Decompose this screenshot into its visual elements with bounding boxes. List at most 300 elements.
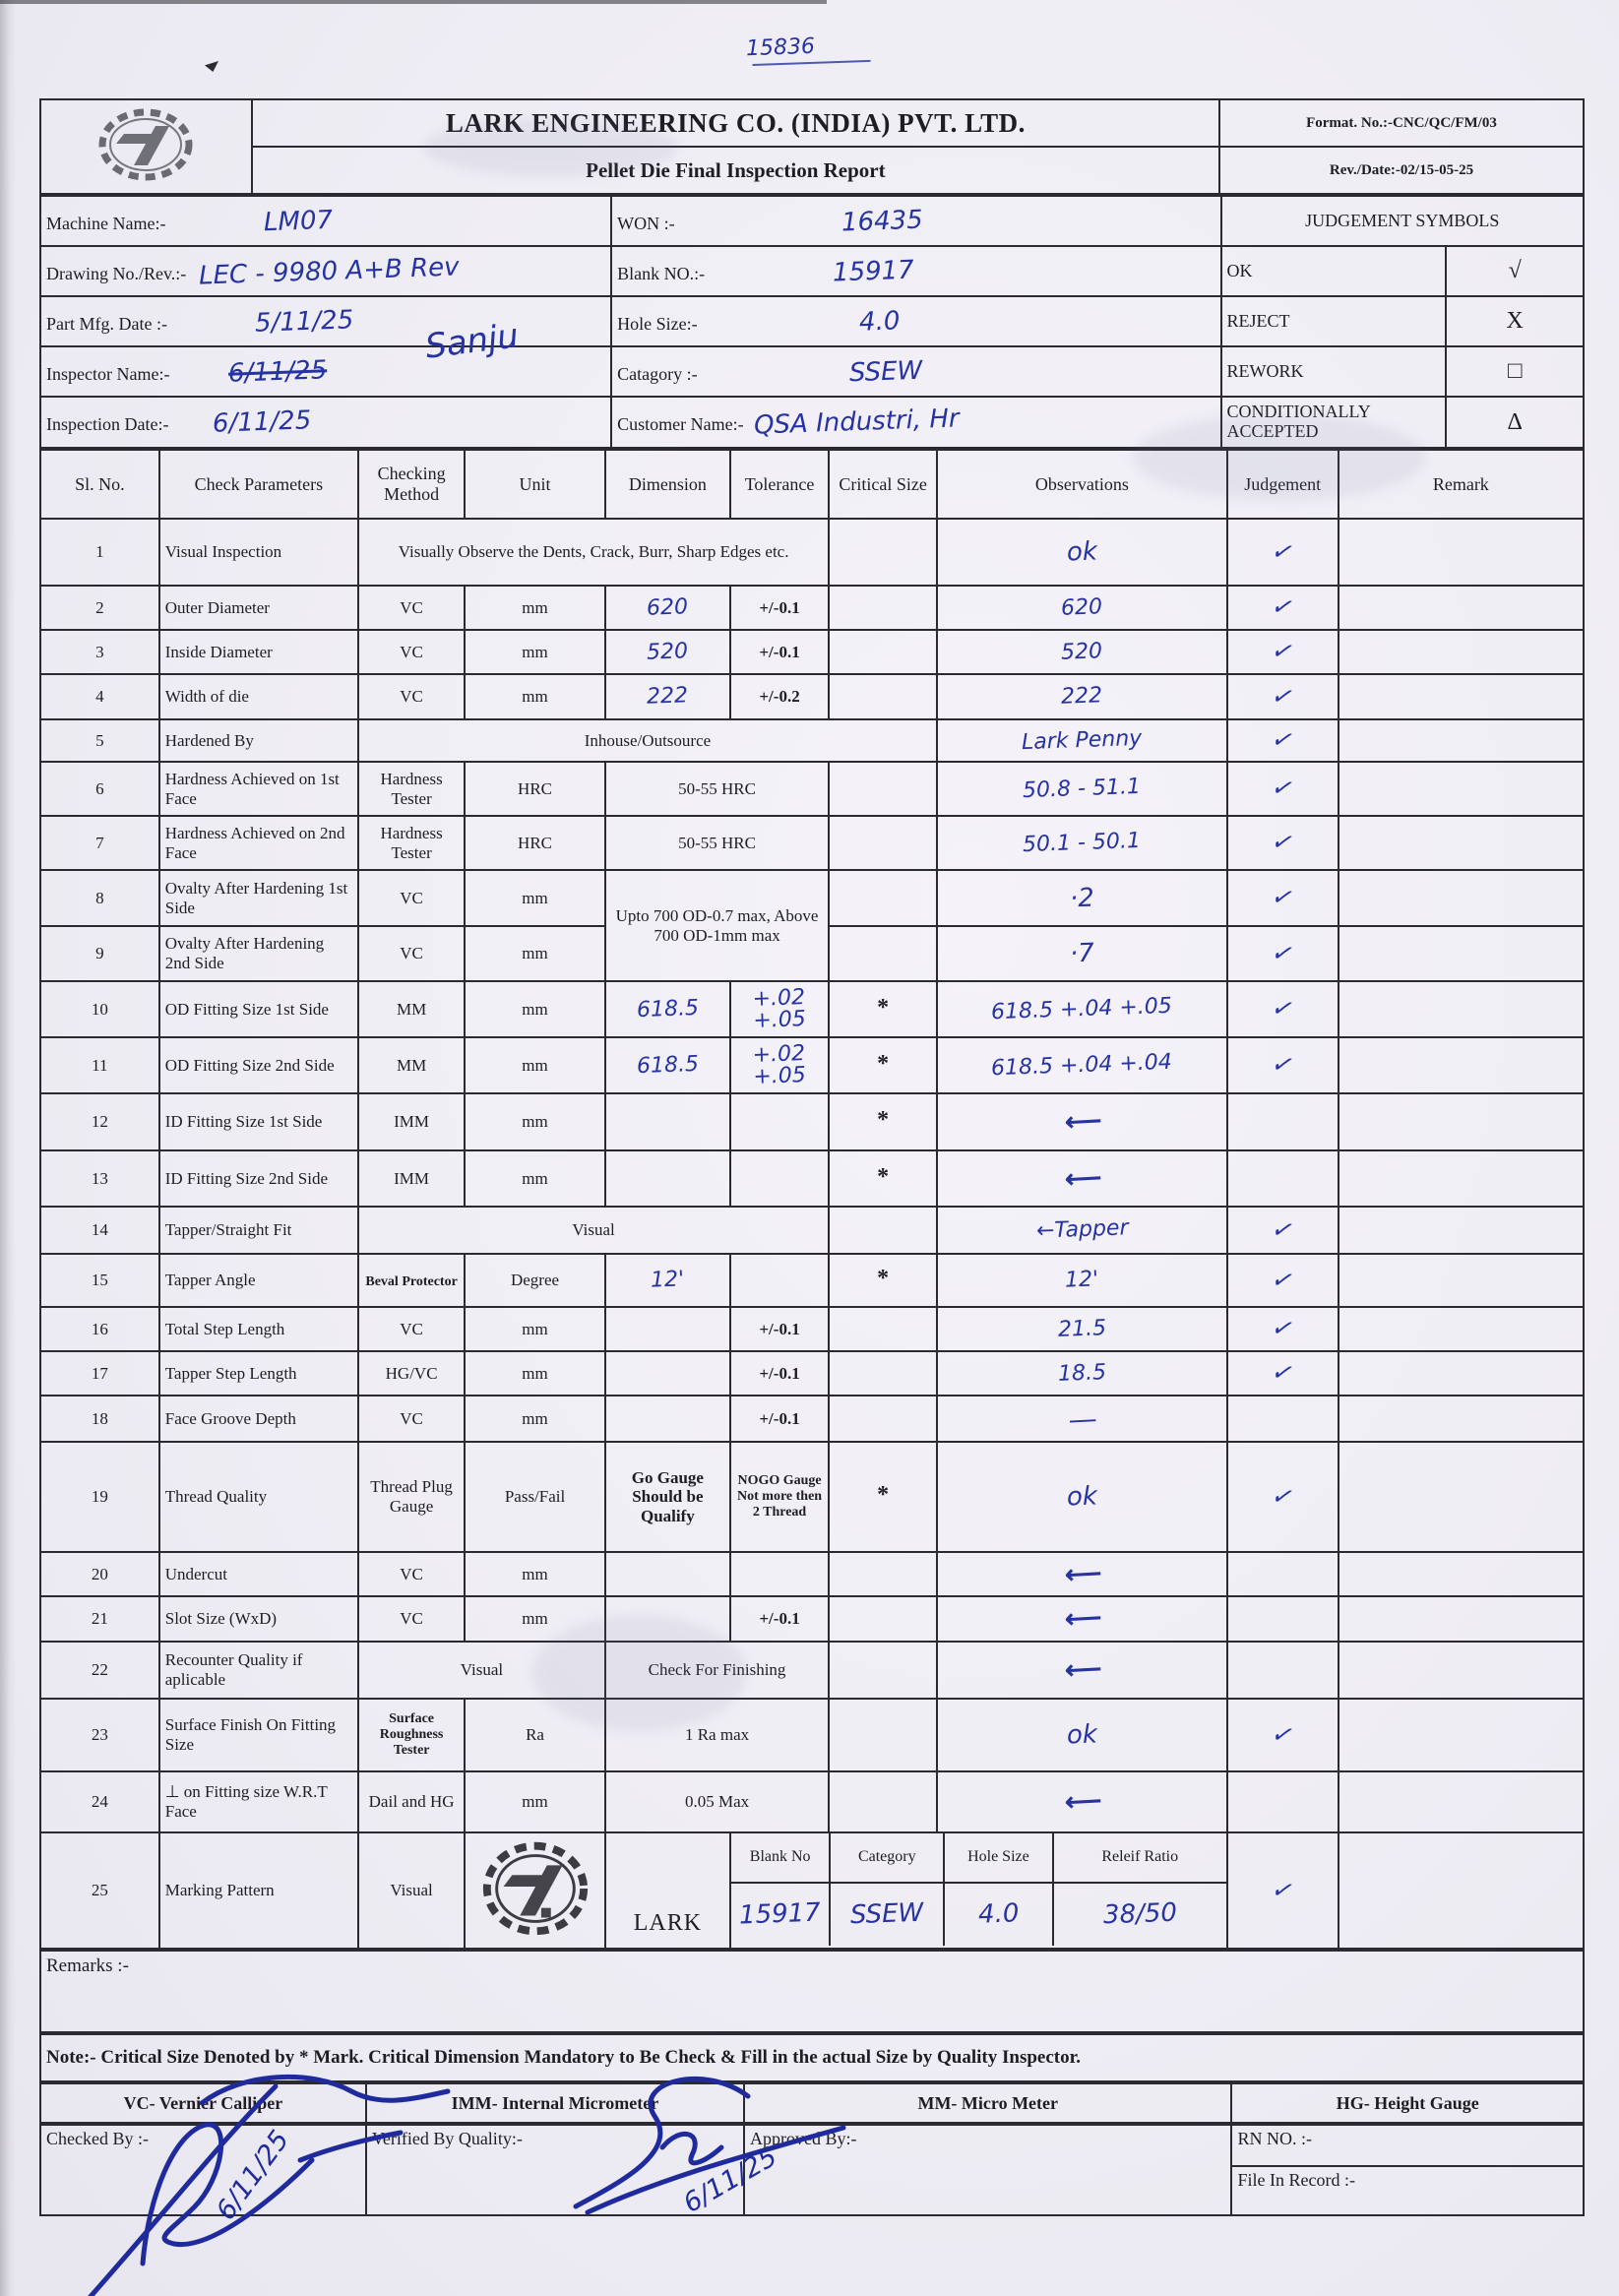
check-mark-cell: [1227, 870, 1339, 926]
table-cell: [829, 1771, 937, 1832]
table-cell: [358, 762, 465, 816]
cell-text: Beval Protector: [365, 1273, 458, 1289]
table-cell: [465, 1037, 605, 1093]
table-cell: [40, 1642, 159, 1699]
handwritten-value: 4.0: [977, 1898, 1020, 1931]
check-mark-cell: [1227, 1207, 1339, 1254]
cell-text: VC: [400, 642, 423, 661]
sub-value-blank-no: [731, 1883, 831, 1946]
cell-text: ID Fitting Size 2nd Side: [164, 1168, 329, 1188]
mfg-date-field: [40, 296, 611, 346]
handwritten-value: ok: [1066, 1481, 1098, 1513]
table-cell: [465, 630, 605, 674]
handwritten-value: 520: [1060, 638, 1103, 665]
table-cell: [40, 630, 159, 674]
table-row: [731, 1833, 1226, 1883]
table-cell: [358, 719, 937, 762]
verified-by-date: 6/11/25: [678, 2141, 782, 2219]
handwritten-value: ok: [1066, 1719, 1098, 1751]
arrow-mark-cell: [937, 1552, 1227, 1596]
cell-text: Thread Quality: [164, 1487, 268, 1507]
check-mark-cell: [1227, 1307, 1339, 1351]
table-cell: [40, 1037, 159, 1093]
handwritten-value: 222: [1060, 683, 1103, 710]
table-cell: [40, 1396, 159, 1442]
table-cell: [40, 674, 159, 719]
table-cell: [937, 674, 1227, 719]
table-cell: [1339, 870, 1584, 926]
verified-by-field: Verified By Quality:-: [366, 2125, 744, 2215]
cell-text: Hardness Tester: [380, 769, 443, 808]
table-cell: [159, 1442, 358, 1552]
table-cell: [730, 1093, 829, 1150]
table-row: [40, 2083, 1584, 2123]
handwritten-value: +.02 +.05: [752, 984, 807, 1033]
handwritten-value: ·7: [1069, 938, 1095, 969]
arrow-mark-cell: [937, 1771, 1227, 1832]
table-cell: [358, 1254, 465, 1307]
table-cell: [159, 674, 358, 719]
table-cell: [358, 816, 465, 870]
table-cell: [605, 586, 730, 630]
ok-symbol: √: [1446, 246, 1584, 296]
table-cell: [1339, 1037, 1584, 1093]
cell-text: +/-0.1: [759, 1609, 800, 1629]
table-cell: [358, 1396, 465, 1442]
check-mark: ✓: [1267, 1718, 1299, 1750]
remarks-field: Remarks :-: [40, 1951, 1584, 2032]
table-row: [40, 1951, 1584, 2032]
table-cell: [829, 1254, 937, 1307]
table-cell: [1339, 816, 1584, 870]
cell-text: mm: [522, 642, 548, 661]
check-mark: ✓: [1267, 827, 1299, 858]
table-cell: [159, 719, 358, 762]
won-field: [611, 196, 1220, 246]
table-cell: [40, 1093, 159, 1150]
table-cell: [358, 1150, 465, 1207]
cell-text: Degree: [510, 1271, 560, 1290]
table-cell: [605, 1351, 730, 1396]
cell-text: mm: [522, 1408, 548, 1428]
cell-text: IMM: [394, 1168, 430, 1188]
table-cell: [829, 674, 937, 719]
sub-value-releif-ratio: [1053, 1883, 1226, 1946]
cell-text: Visual: [572, 1220, 615, 1240]
table-cell: [1339, 926, 1584, 981]
table-cell: [465, 1442, 605, 1552]
note-block: [39, 2033, 1585, 2082]
table-cell: [829, 1442, 937, 1552]
cell-text: mm: [522, 999, 548, 1019]
table-cell: [829, 926, 937, 981]
col-header-critical-size: Critical Size: [829, 450, 937, 519]
abbr-internal-micrometer: IMM- Internal Micrometer: [366, 2083, 744, 2123]
cell-text: mm: [522, 597, 548, 617]
check-mark-cell: [1227, 630, 1339, 674]
cell-text: Surface Finish On Fitting Size: [164, 1715, 337, 1754]
cell-text: 23: [91, 1725, 108, 1745]
table-cell: [1339, 586, 1584, 630]
cell-text: +/-0.1: [759, 1363, 800, 1383]
table-cell: [1339, 1699, 1584, 1771]
table-cell: [1227, 1596, 1339, 1642]
cell-text: 17: [91, 1363, 108, 1383]
table-cell: [1339, 719, 1584, 762]
table-row: [40, 1642, 1584, 1699]
cell-text: mm: [522, 888, 548, 907]
info-block: [39, 195, 1585, 449]
reject-symbol: X: [1446, 296, 1584, 346]
table-cell: [1227, 1150, 1339, 1207]
cell-text: Width of die: [164, 687, 249, 707]
critical-size-note: Note:- Critical Size Denoted by * Mark. Critical Dimension Mandatory to Be Check & Fill in the actual Size by Quality Inspector.: [40, 2034, 1584, 2081]
format-number: Format. No.:-CNC/QC/FM/03: [1219, 99, 1584, 147]
cell-text: Ovalty After Hardening 1st Side: [164, 878, 348, 917]
judgement-symbol-row: REJECT: [1221, 296, 1447, 346]
table-cell: [159, 1207, 358, 1254]
handwritten-value: 16435: [841, 205, 924, 237]
table-row: [40, 2034, 1584, 2081]
handwritten-value: 21.5: [1057, 1315, 1107, 1342]
check-mark: ✓: [1267, 1313, 1299, 1344]
table-cell: [937, 1254, 1227, 1307]
table-cell: [1227, 1771, 1339, 1832]
table-cell: [1227, 1396, 1339, 1442]
table-row: [40, 816, 1584, 870]
cell-text: *: [877, 1050, 890, 1077]
table-cell: [937, 719, 1227, 762]
handwritten-value: 4.0: [858, 305, 902, 338]
cell-text: HG/VC: [385, 1363, 438, 1383]
table-row: [40, 519, 1584, 586]
field-label: Catagory :-: [617, 363, 698, 384]
table-cell: [40, 870, 159, 926]
cell-text: Visually Observe the Dents, Crack, Burr, Sharp Edges etc.: [398, 542, 789, 562]
table-cell: [730, 586, 829, 630]
cell-text: Total Step Length: [164, 1319, 285, 1338]
table-cell: [605, 1307, 730, 1351]
cell-text: Inside Diameter: [164, 642, 273, 661]
table-cell: [1227, 1552, 1339, 1596]
ink-speck: [205, 61, 218, 72]
handwritten-value: 50.8 - 51.1: [1022, 774, 1142, 803]
table-row: [40, 1442, 1584, 1552]
cell-text: 16: [91, 1319, 108, 1338]
table-cell: [829, 630, 937, 674]
table-cell: [829, 1037, 937, 1093]
handwritten-value: ok: [1066, 536, 1098, 568]
cell-text: 14: [91, 1220, 108, 1240]
bleed-smudge: [423, 118, 679, 177]
table-cell: [465, 1771, 605, 1832]
check-mark-cell: [1227, 519, 1339, 586]
table-cell: [605, 1254, 730, 1307]
cell-text: mm: [522, 687, 548, 707]
cell-text: VC: [400, 597, 423, 617]
table-cell: [829, 1207, 937, 1254]
check-mark: ✓: [1267, 1264, 1299, 1295]
blank-no-field: [611, 246, 1220, 296]
table-cell: [159, 1552, 358, 1596]
table-cell: [358, 1037, 465, 1093]
cell-text: 15: [91, 1271, 108, 1290]
table-cell: [159, 1699, 358, 1771]
table-cell: [937, 1351, 1227, 1396]
abbreviations-block: [39, 2082, 1585, 2124]
cell-text: 1: [95, 542, 104, 562]
hole-size-field: [611, 296, 1220, 346]
table-cell: [937, 1037, 1227, 1093]
company-logo-cell: [40, 99, 252, 194]
cell-text: +/-0.1: [759, 1319, 800, 1338]
cell-text: 9: [95, 944, 104, 963]
cell-text: 22: [91, 1660, 108, 1680]
table-cell: [465, 1150, 605, 1207]
cell-text: 1 Ra max: [684, 1725, 750, 1745]
table-cell: [159, 1150, 358, 1207]
cell-text: 12: [91, 1112, 108, 1132]
table-row: [40, 196, 1584, 246]
table-row: [40, 1351, 1584, 1396]
machine-name-field: [40, 196, 611, 246]
cell-text: VC: [400, 687, 423, 707]
table-cell: [159, 1396, 358, 1442]
dash-mark-cell: [937, 1396, 1227, 1442]
cell-text: Tapper/Straight Fit: [164, 1220, 292, 1240]
handwritten-value: 38/50: [1102, 1897, 1178, 1931]
table-cell: [358, 630, 465, 674]
table-row: [40, 346, 1584, 397]
bleed-smudge: [1132, 413, 1427, 502]
table-row-marking-pattern: [40, 1832, 1584, 1949]
table-cell: [1339, 1832, 1584, 1949]
check-mark-cell: [1227, 719, 1339, 762]
category-field: [611, 346, 1220, 397]
lark-logo-icon: [87, 108, 205, 181]
table-cell: [40, 926, 159, 981]
table-cell: [40, 1207, 159, 1254]
table-row: [40, 1307, 1584, 1351]
cell-text: Recounter Quality if aplicable: [164, 1650, 303, 1689]
cell-text: MM: [396, 1055, 427, 1075]
table-cell: [1339, 1396, 1584, 1442]
abbr-micro-meter: MM- Micro Meter: [744, 2083, 1231, 2123]
sub-value-category: [830, 1883, 944, 1946]
table-cell: [730, 1552, 829, 1596]
cell-text: Check For Finishing: [648, 1660, 786, 1680]
table-cell: [465, 674, 605, 719]
cell-text: 0.05 Max: [684, 1792, 750, 1812]
table-cell: [358, 1699, 465, 1771]
table-cell: [829, 1699, 937, 1771]
table-cell: [1339, 674, 1584, 719]
table-cell: [1339, 1771, 1584, 1832]
table-cell: [40, 816, 159, 870]
table-cell: [829, 1552, 937, 1596]
judgement-symbol-row: REWORK: [1221, 346, 1447, 397]
arrow-mark: ⟵: [1063, 1106, 1100, 1137]
arrow-mark: ⟵: [1063, 1654, 1100, 1685]
table-row: [40, 719, 1584, 762]
table-cell: [159, 1307, 358, 1351]
cell-text: VC: [400, 944, 423, 963]
cell-text: *: [877, 1482, 890, 1509]
cell-text: Thread Plug Gauge: [370, 1477, 453, 1516]
table-cell: [1227, 1093, 1339, 1150]
table-cell: [605, 1093, 730, 1150]
handwritten-value: 12': [650, 1267, 685, 1293]
table-row: [40, 1699, 1584, 1771]
sub-header-releif-ratio: Releif Ratio: [1053, 1833, 1226, 1883]
cell-text: Hardened By: [164, 730, 254, 750]
table-cell: [937, 586, 1227, 630]
cell-text: *: [877, 1266, 890, 1292]
table-row: [40, 1093, 1584, 1150]
table-cell: [605, 1396, 730, 1442]
cell-text: mm: [522, 944, 548, 963]
table-cell: [1339, 1351, 1584, 1396]
handwritten-value: Lark Penny: [1021, 725, 1143, 755]
arrow-mark-cell: [937, 1642, 1227, 1699]
check-mark: ✓: [1267, 882, 1299, 913]
inspector-name-field: [40, 346, 611, 397]
table-cell: [937, 519, 1227, 586]
table-cell: [358, 1771, 465, 1832]
cell-text: 5: [95, 730, 104, 750]
col-header-tolerance: Tolerance: [730, 450, 829, 519]
check-mark-cell: [1227, 1832, 1339, 1949]
table-cell: [829, 586, 937, 630]
col-header-judgement: Judgement: [1227, 450, 1339, 519]
table-cell: [40, 519, 159, 586]
cell-text: 18: [91, 1408, 108, 1428]
cell-text: *: [877, 1107, 890, 1134]
check-mark: ✓: [1267, 724, 1299, 756]
cell-text: VC: [400, 1408, 423, 1428]
table-cell: [730, 1150, 829, 1207]
table-cell: [358, 1596, 465, 1642]
cell-text: VC: [400, 888, 423, 907]
table-cell: [159, 870, 358, 926]
handwritten-value: 12': [1064, 1267, 1099, 1293]
table-cell: [730, 1442, 829, 1552]
handwritten-value: 618.5 +.04 +.04: [991, 1049, 1173, 1081]
cell-text: Visual: [460, 1660, 504, 1680]
table-cell: [465, 1093, 605, 1150]
arrow-mark-cell: [937, 1150, 1227, 1207]
cell-text: Surface Roughness Tester: [379, 1710, 444, 1759]
cell-text: VC: [400, 1564, 423, 1583]
field-label: Inspector Name:-: [46, 363, 170, 384]
table-cell: [358, 1442, 465, 1552]
cell-text: Dail and HG: [368, 1792, 455, 1812]
field-label: Drawing No./Rev.:-: [46, 263, 187, 283]
table-row: [40, 1037, 1584, 1093]
table-cell: [937, 816, 1227, 870]
table-cell: [730, 1351, 829, 1396]
table-cell: [730, 630, 829, 674]
table-cell: [829, 981, 937, 1037]
table-cell: [1339, 1596, 1584, 1642]
table-cell: [358, 870, 465, 926]
dash-mark: —: [1069, 1402, 1095, 1434]
table-cell: [465, 870, 605, 926]
table-cell: [937, 762, 1227, 816]
col-header-remark: Remark: [1339, 450, 1584, 519]
table-cell: [159, 1254, 358, 1307]
cell-text: 50-55 HRC: [678, 833, 756, 852]
scan-edge-shadow: [0, 0, 16, 2296]
marking-subtable-cell: [730, 1832, 1227, 1949]
table-cell: [730, 674, 829, 719]
table-cell: [358, 1552, 465, 1596]
cell-text: Undercut: [164, 1564, 227, 1583]
cell-text: *: [877, 994, 890, 1021]
handwritten-value: 6/11/25: [212, 405, 312, 439]
arrow-mark-cell: [937, 1596, 1227, 1642]
table-cell: [40, 586, 159, 630]
handwritten-value: QSA Industri, Hr: [753, 403, 961, 441]
cell-text: Tapper Step Length: [164, 1363, 297, 1383]
table-cell: [1339, 519, 1584, 586]
handwritten-value: 620: [1060, 593, 1103, 621]
cell-text: 11: [92, 1055, 108, 1075]
handwritten-value: SSEW: [849, 1898, 924, 1931]
handwritten-value: SSEW: [848, 355, 923, 388]
table-cell: [829, 519, 937, 586]
table-cell: [40, 1351, 159, 1396]
col-header-observations: Observations: [937, 450, 1227, 519]
table-cell: [1339, 1642, 1584, 1699]
lark-logo-stamp-icon: [477, 1839, 593, 1938]
table-cell: [358, 1351, 465, 1396]
handwritten-value: 222: [646, 683, 689, 710]
table-cell: [358, 1307, 465, 1351]
table-cell: [829, 816, 937, 870]
table-cell: [465, 762, 605, 816]
customer-name-field: [611, 397, 1220, 448]
brand-text: LARK: [633, 1910, 703, 1937]
report-title: Pellet Die Final Inspection Report: [252, 147, 1219, 194]
table-row: [40, 870, 1584, 926]
table-cell: [40, 1254, 159, 1307]
cell-text: mm: [522, 1168, 548, 1188]
handwritten-value: 5/11/25: [254, 304, 355, 339]
table-row: [40, 630, 1584, 674]
bleed-smudge: [531, 1614, 748, 1732]
cell-text: 3: [95, 642, 104, 661]
table-cell: [1339, 1254, 1584, 1307]
check-mark-cell: [1227, 1351, 1339, 1396]
table-cell: [40, 1552, 159, 1596]
table-cell: [40, 719, 159, 762]
table-row: [731, 1883, 1226, 1946]
cell-text: Hardness Achieved on 2nd Face: [164, 823, 345, 862]
cell-text: Hardness Achieved on 1st Face: [164, 769, 340, 808]
field-label: Hole Size:-: [617, 313, 698, 334]
check-mark-cell: [1227, 981, 1339, 1037]
marking-subtable: [731, 1833, 1226, 1946]
cell-text: mm: [522, 1112, 548, 1132]
cell-text: Pass/Fail: [504, 1487, 566, 1507]
check-mark: ✓: [1267, 937, 1299, 968]
table-cell: [465, 926, 605, 981]
cell-text: MM: [396, 999, 427, 1019]
check-mark-cell: [1227, 1254, 1339, 1307]
col-header-sl-no: Sl. No.: [40, 450, 159, 519]
cell-text: +/-0.1: [759, 642, 800, 661]
